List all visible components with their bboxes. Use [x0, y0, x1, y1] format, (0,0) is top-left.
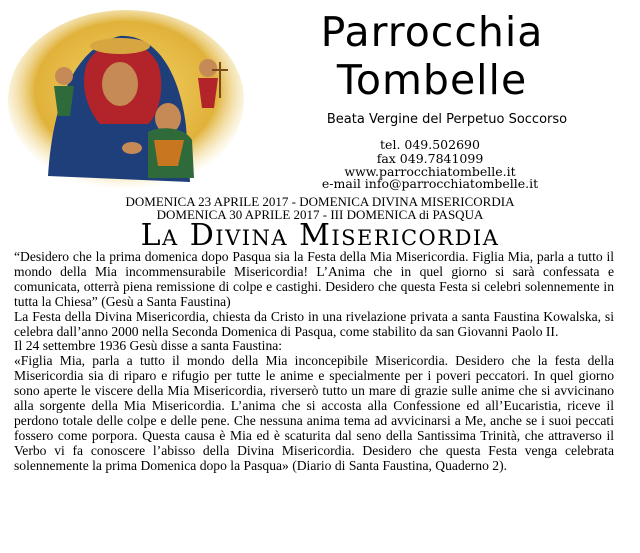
phone-number: tel. 049.502690 [380, 137, 480, 152]
article-title: La Divina Misericordia [140, 218, 500, 253]
parish-title-line1: Parrocchia [320, 8, 544, 56]
date-line-2: DOMENICA 30 APRILE 2017 - III DOMENICA di PASQUA [156, 207, 484, 222]
article-paragraph: La Festa della Divina Misericordia, chiesta da Cristo in una rivelazione privata a santa Faustina Kowalska, si celebra dall’anno 2000 nella Seconda Domenica di Pasqua, come stabilito da san Giovanni Paolo II. [14, 308, 614, 339]
madonna-icon-image [8, 6, 244, 190]
article-paragraph: Il 24 settembre 1936 Gesù disse a santa Faustina: [14, 338, 283, 354]
parish-title-line2: Tombelle [336, 56, 528, 104]
madonna-perpetuo-soccorso-icon [8, 6, 244, 190]
article-paragraph: «Figlia Mia, parla a tutto il mondo della Mia inconcepibile Misericordia. Desidero che la festa della Misericordia sia di riparo e rifugio per tutte le anime e specialmente per i poveri peccatori. In quel giorno sono aperte le viscere della Mia Misericordia, riverserò tutto un mare di grazie sulle anime che si avvicinano alla sorgente della Mia Misericordia. L’anima che si accosta alla Confessione ed all’Eucaristia, riceve il perdono totale delle colpe e delle pene. Che nessuna anima tema ad avvicinarsi a Me, anche se i suoi peccati fossero come porpora. Questa causa è Mia ed è scaturita dal seno della Santissima Trinità, che attraverso il Verbo vi fa conoscere l’abisso della Divina Misericordia. Desidero che questa Festa venga celebrata solennemente la prima Domenica dopo la Pasqua» (Diario di Santa Faustina, Quaderno 2). [14, 353, 614, 473]
fax-number: fax 049.7841099 [376, 151, 484, 166]
date-line-1: DOMENICA 23 APRILE 2017 - DOMENICA DIVINA MISERICORDIA [125, 194, 515, 209]
email-link[interactable]: e-mail info@parrocchiatombelle.it [321, 176, 539, 191]
article-body [14, 250, 614, 474]
article-paragraph: “Desidero che la prima domenica dopo Pasqua sia la Festa della Mia Misericordia. Figlia Mia, parla a tutto il mondo della Mia incommensurabile Misericordia! L’Anima che in quel giorno si sarà confessata e comunicata, otterrà piena remissione di colpe e castighi. Desidero che questa Festa si celebri solennemente in tutta la Chiesa” (Gesù a Santa Faustina) [14, 249, 614, 309]
website-link[interactable]: www.parrocchiatombelle.it [344, 164, 516, 179]
parish-subtitle: Beata Vergine del Perpetuo Soccorso [326, 112, 568, 127]
